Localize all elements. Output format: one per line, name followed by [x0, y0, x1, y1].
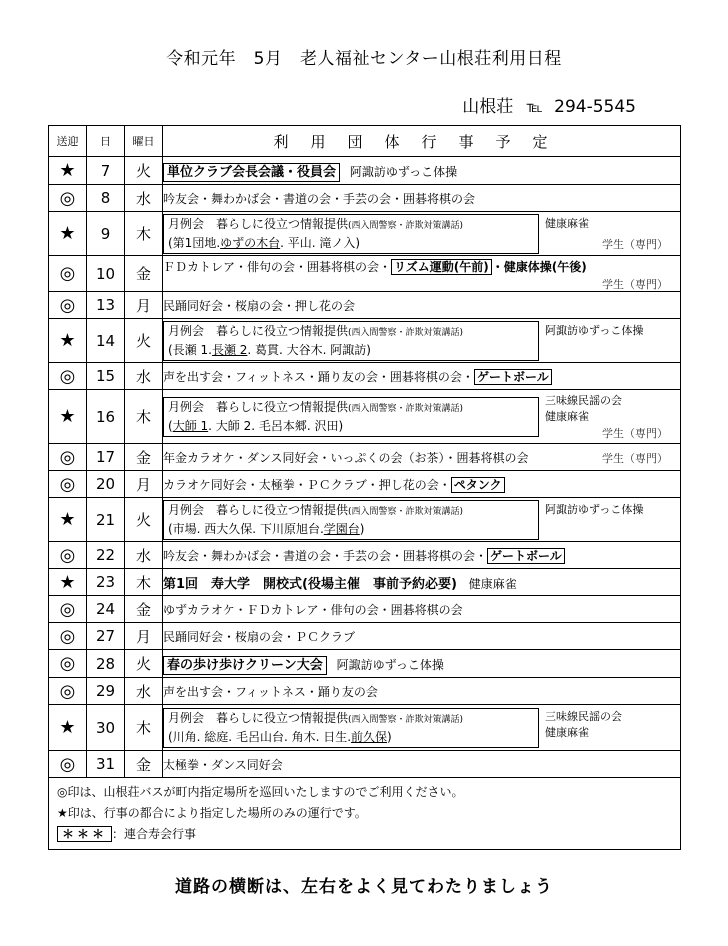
- boxed-event: 単位クラブ会長会議・役員会: [163, 163, 340, 182]
- table-row: [49, 185, 681, 212]
- mark-cell: ◎: [49, 363, 87, 390]
- meeting-title: 月例会 暮らしに役立つ情報提供: [168, 399, 349, 414]
- meeting-area: (市場. 西大久保. 下川原旭台.: [168, 521, 324, 536]
- meeting-area: (: [168, 418, 173, 433]
- page-title: 令和元年 5月 老人福祉センター山根荘利用日程: [166, 49, 562, 69]
- dow-cell: 水: [125, 542, 163, 569]
- contact-info: [462, 92, 636, 117]
- event-text: カラオケ同好会・太極拳・ＰＣクラブ・押し花の会・: [163, 477, 451, 492]
- mark-cell: ★: [49, 212, 87, 256]
- day-cell: 10: [87, 256, 125, 292]
- side-note: 阿諏訪ゆずっこ体操: [545, 503, 644, 516]
- side-note: 阿諏訪ゆずっこ体操: [545, 324, 644, 337]
- dow-cell: 金: [125, 596, 163, 623]
- event-text: 吟友会・舞わかば会・書道の会・手芸の会・囲碁将棋の会・: [163, 548, 488, 563]
- table-row: [49, 319, 681, 363]
- dow-cell: 木: [125, 390, 163, 444]
- table-row: [49, 596, 681, 623]
- note-circle: ◎印は、山根荘バスが町内指定場所を巡回いたしますのでご利用ください。: [57, 785, 464, 799]
- header-content: 利用団体行事予定: [163, 126, 681, 157]
- facility-name: 山根荘: [462, 97, 514, 117]
- mark-cell: ◎: [49, 185, 87, 212]
- table-row: [49, 212, 681, 256]
- table-row: [49, 157, 681, 185]
- day-cell: 21: [87, 498, 125, 542]
- meeting-note: (西入間警察・詐欺対策講話): [348, 220, 464, 231]
- monthly-meeting-box: [163, 708, 539, 748]
- meeting-area-underlined: ゆずの木台: [220, 235, 281, 250]
- day-cell: 7: [87, 157, 125, 185]
- meeting-area-rest: . 平山. 滝ノ入): [280, 235, 361, 250]
- table-row: [49, 498, 681, 542]
- content-cell: 吟友会・舞わかば会・書道の会・手芸の会・囲碁将棋の会: [163, 185, 681, 212]
- dow-cell: 木: [125, 212, 163, 256]
- content-cell: ゆずカラオケ・ＦＤカトレア・俳句の会・囲碁将棋の会: [163, 596, 681, 623]
- event-text: 阿諏訪ゆずっこ体操: [349, 165, 458, 179]
- boxed-event: ペタンク: [451, 477, 505, 493]
- content-cell: [163, 319, 681, 363]
- table-row: [49, 363, 681, 390]
- day-cell: 30: [87, 705, 125, 751]
- header-day: 日: [87, 126, 125, 157]
- content-cell: 民踊同好会・桜扇の会・ＰＣクラブ: [163, 623, 681, 650]
- mark-cell: ◎: [49, 623, 87, 650]
- header-mark: 送迎: [49, 126, 87, 157]
- meeting-note: (西入間警察・詐欺対策講話): [348, 403, 464, 414]
- meeting-title: 月例会 暮らしに役立つ情報提供: [168, 710, 349, 725]
- footer-notes: [49, 778, 681, 850]
- table-row: [49, 650, 681, 678]
- event-text: 声を出す会・フィットネス・踊り友の会・囲碁将棋の会・: [163, 369, 474, 384]
- mark-cell: ◎: [49, 471, 87, 498]
- dow-cell: 木: [125, 569, 163, 596]
- side-note: 三味線民謡の会: [545, 394, 622, 407]
- day-cell: 16: [87, 390, 125, 444]
- table-row: [49, 256, 681, 292]
- dow-cell: 月: [125, 623, 163, 650]
- table-row: [49, 569, 681, 596]
- meeting-note: (西入間警察・詐欺対策講話): [348, 714, 464, 725]
- dow-cell: 水: [125, 678, 163, 705]
- dow-cell: 火: [125, 650, 163, 678]
- legend-text: ：連合寿会行事: [112, 827, 197, 841]
- day-cell: 22: [87, 542, 125, 569]
- mark-cell: ★: [49, 705, 87, 751]
- meeting-area: (第1団地.: [168, 235, 221, 250]
- day-cell: 8: [87, 185, 125, 212]
- boxed-event: ゲートボール: [474, 369, 552, 385]
- day-cell: 31: [87, 751, 125, 778]
- legend-box: ＊＊＊: [57, 826, 112, 842]
- dow-cell: 火: [125, 157, 163, 185]
- dow-cell: 月: [125, 471, 163, 498]
- content-cell: [163, 157, 681, 185]
- meeting-area-underlined: 学園台: [323, 521, 360, 536]
- day-cell: 24: [87, 596, 125, 623]
- content-cell: [163, 256, 681, 292]
- event-extra: ・健康体操(午後): [491, 260, 587, 274]
- mark-cell: ◎: [49, 542, 87, 569]
- day-cell: 9: [87, 212, 125, 256]
- day-cell: 15: [87, 363, 125, 390]
- meeting-note: (西入間警察・詐欺対策講話): [348, 327, 464, 338]
- event-text: 阿諏訪ゆずっこ体操: [336, 658, 444, 672]
- meeting-area: (川角. 総庭. 毛呂山台. 角木. 日生.: [168, 729, 352, 744]
- dow-cell: 月: [125, 292, 163, 319]
- mark-cell: ★: [49, 319, 87, 363]
- meeting-area-underlined: 長瀬 2: [211, 342, 248, 357]
- student-note: 学生（専門）: [602, 278, 668, 291]
- day-cell: 28: [87, 650, 125, 678]
- table-row: [49, 292, 681, 319]
- mark-cell: ◎: [49, 256, 87, 292]
- day-cell: 17: [87, 444, 125, 471]
- content-cell: [163, 498, 681, 542]
- monthly-meeting-box: [163, 321, 539, 361]
- day-cell: 14: [87, 319, 125, 363]
- table-row: [49, 471, 681, 498]
- note-star: ★印は、行事の都合により指定した場所のみの運行です。: [57, 806, 367, 820]
- boxed-event: ゲートボール: [487, 548, 565, 564]
- header-dow: 曜日: [125, 126, 163, 157]
- content-cell: 声を出す会・フィットネス・踊り友の会: [163, 678, 681, 705]
- header-row: [49, 126, 681, 157]
- mark-cell: ◎: [49, 751, 87, 778]
- side-note-2: 健康麻雀: [545, 726, 589, 739]
- content-cell: [163, 444, 681, 471]
- dow-cell: 火: [125, 498, 163, 542]
- meeting-area-rest: . 葛貫. 大谷木. 阿諏訪): [247, 342, 371, 357]
- table-row: [49, 390, 681, 444]
- content-cell: [163, 471, 681, 498]
- dow-cell: 木: [125, 705, 163, 751]
- mark-cell: ★: [49, 157, 87, 185]
- monthly-meeting-box: [163, 500, 539, 540]
- mark-cell: ◎: [49, 650, 87, 678]
- student-note: 学生（専門）: [602, 238, 668, 251]
- legend: [57, 824, 674, 845]
- meeting-title: 月例会 暮らしに役立つ情報提供: [168, 216, 349, 231]
- meeting-area: (長瀬 1.: [168, 342, 212, 357]
- mark-cell: ★: [49, 569, 87, 596]
- meeting-area-underlined: 大師 1: [172, 418, 209, 433]
- meeting-area-underlined: 前久保: [351, 729, 388, 744]
- day-cell: 29: [87, 678, 125, 705]
- tel-number: 294-5545: [554, 97, 636, 117]
- schedule-table: [48, 125, 681, 850]
- table-row: [49, 751, 681, 778]
- meeting-area-rest: . 大師 2. 毛呂本郷. 沢田): [208, 418, 344, 433]
- table-row: [49, 444, 681, 471]
- monthly-meeting-box: [163, 214, 539, 254]
- day-cell: 27: [87, 623, 125, 650]
- footer-row: [49, 778, 681, 850]
- mark-cell: ★: [49, 390, 87, 444]
- side-note: 三味線民謡の会: [545, 710, 622, 723]
- mark-cell: ★: [49, 498, 87, 542]
- content-cell: 民踊同好会・桜扇の会・押し花の会: [163, 292, 681, 319]
- meeting-area-rest: ): [359, 521, 365, 536]
- table-row: [49, 678, 681, 705]
- meeting-note: (西入間警察・詐欺対策講話): [348, 506, 464, 517]
- mark-cell: ◎: [49, 292, 87, 319]
- content-cell: [163, 542, 681, 569]
- mark-cell: ◎: [49, 596, 87, 623]
- mark-cell: ◎: [49, 444, 87, 471]
- table-row: [49, 542, 681, 569]
- dow-cell: 金: [125, 444, 163, 471]
- dow-cell: 金: [125, 256, 163, 292]
- event-title: 第1回 寿大学 開校式(役場主催 事前予約必要): [163, 576, 457, 592]
- mark-cell: ◎: [49, 678, 87, 705]
- tel-label: ℡: [526, 98, 543, 116]
- content-cell: [163, 650, 681, 678]
- meeting-area-rest: ): [387, 729, 392, 744]
- dow-cell: 火: [125, 319, 163, 363]
- meeting-title: 月例会 暮らしに役立つ情報提供: [168, 323, 349, 338]
- content-cell: [163, 390, 681, 444]
- content-cell: [163, 705, 681, 751]
- table-row: [49, 623, 681, 650]
- content-cell: [163, 569, 681, 596]
- event-text: 健康麻雀: [468, 576, 517, 591]
- student-note: 学生（専門）: [602, 427, 668, 440]
- meeting-title: 月例会 暮らしに役立つ情報提供: [168, 502, 349, 517]
- dow-cell: 水: [125, 363, 163, 390]
- event-text: 年金カラオケ・ダンス同好会・いっぷくの会（お茶）・囲碁将棋の会: [163, 450, 529, 465]
- event-text: ＦＤカトレア・俳句の会・囲碁将棋の会・: [163, 260, 392, 274]
- boxed-event: 春の歩け歩けクリーン大会: [163, 656, 327, 675]
- day-cell: 20: [87, 471, 125, 498]
- dow-cell: 水: [125, 185, 163, 212]
- side-note: 健康麻雀: [545, 217, 589, 230]
- day-cell: 13: [87, 292, 125, 319]
- monthly-meeting-box: [163, 397, 539, 437]
- student-note: 学生（専門）: [602, 452, 668, 465]
- boxed-event: リズム運動(午前): [391, 259, 492, 275]
- content-cell: [163, 212, 681, 256]
- dow-cell: 金: [125, 751, 163, 778]
- side-note-2: 健康麻雀: [545, 410, 589, 423]
- content-cell: 太極拳・ダンス同好会: [163, 751, 681, 778]
- safety-slogan: 道路の横断は、左右をよく見てわたりましょう: [175, 877, 553, 897]
- content-cell: [163, 363, 681, 390]
- table-row: [49, 705, 681, 751]
- day-cell: 23: [87, 569, 125, 596]
